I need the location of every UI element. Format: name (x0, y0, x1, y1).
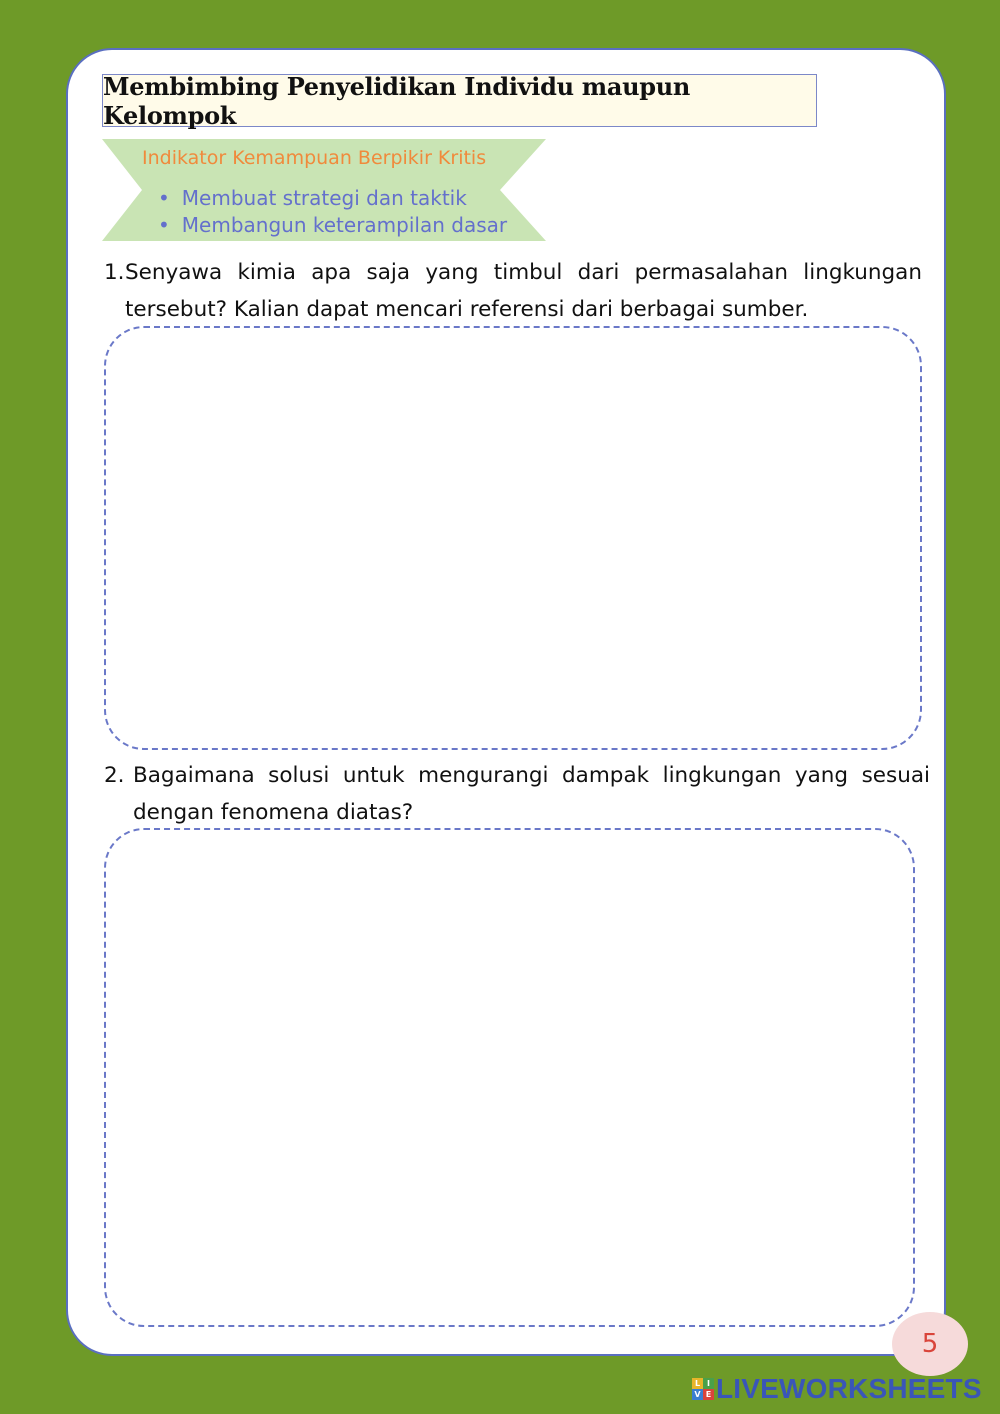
answer-field-1[interactable] (104, 326, 922, 750)
question-text: Senyawa kimia apa saja yang timbul dari permasalahan lingkungan tersebut? Kalian dapat mencari referensi dari berbagai sumber. (125, 260, 922, 322)
liveworksheets-brand[interactable] (692, 1374, 982, 1404)
question-2 (104, 757, 930, 831)
brand-name: LIVEWORKSHEETS (716, 1373, 982, 1404)
indicator-list (158, 185, 507, 239)
logo-letter: V (692, 1389, 703, 1400)
indicator-item: • Membuat strategi dan taktik (158, 185, 507, 212)
question-number: 1. (104, 260, 125, 285)
logo-letter: E (703, 1389, 714, 1400)
page-number-badge (892, 1312, 968, 1376)
liveworksheets-logo-icon (692, 1378, 714, 1400)
logo-letter: I (703, 1378, 714, 1389)
indicator-banner (102, 139, 546, 241)
answer-field-2[interactable] (104, 828, 915, 1327)
question-number: 2. (104, 763, 125, 788)
page-number: 5 (921, 1329, 939, 1359)
indicator-title: Indikator Kemampuan Berpikir Kritis (142, 147, 487, 169)
question-1 (104, 254, 922, 328)
logo-letter: L (692, 1378, 703, 1389)
indicator-item: • Membangun keterampilan dasar (158, 212, 507, 239)
section-title (102, 71, 817, 130)
question-text: Bagaimana solusi untuk mengurangi dampak lingkungan yang sesuai dengan fenomena diatas? (133, 763, 930, 825)
section-title-text: Membimbing Penyelidikan Individu maupun Kelompok (103, 71, 691, 130)
